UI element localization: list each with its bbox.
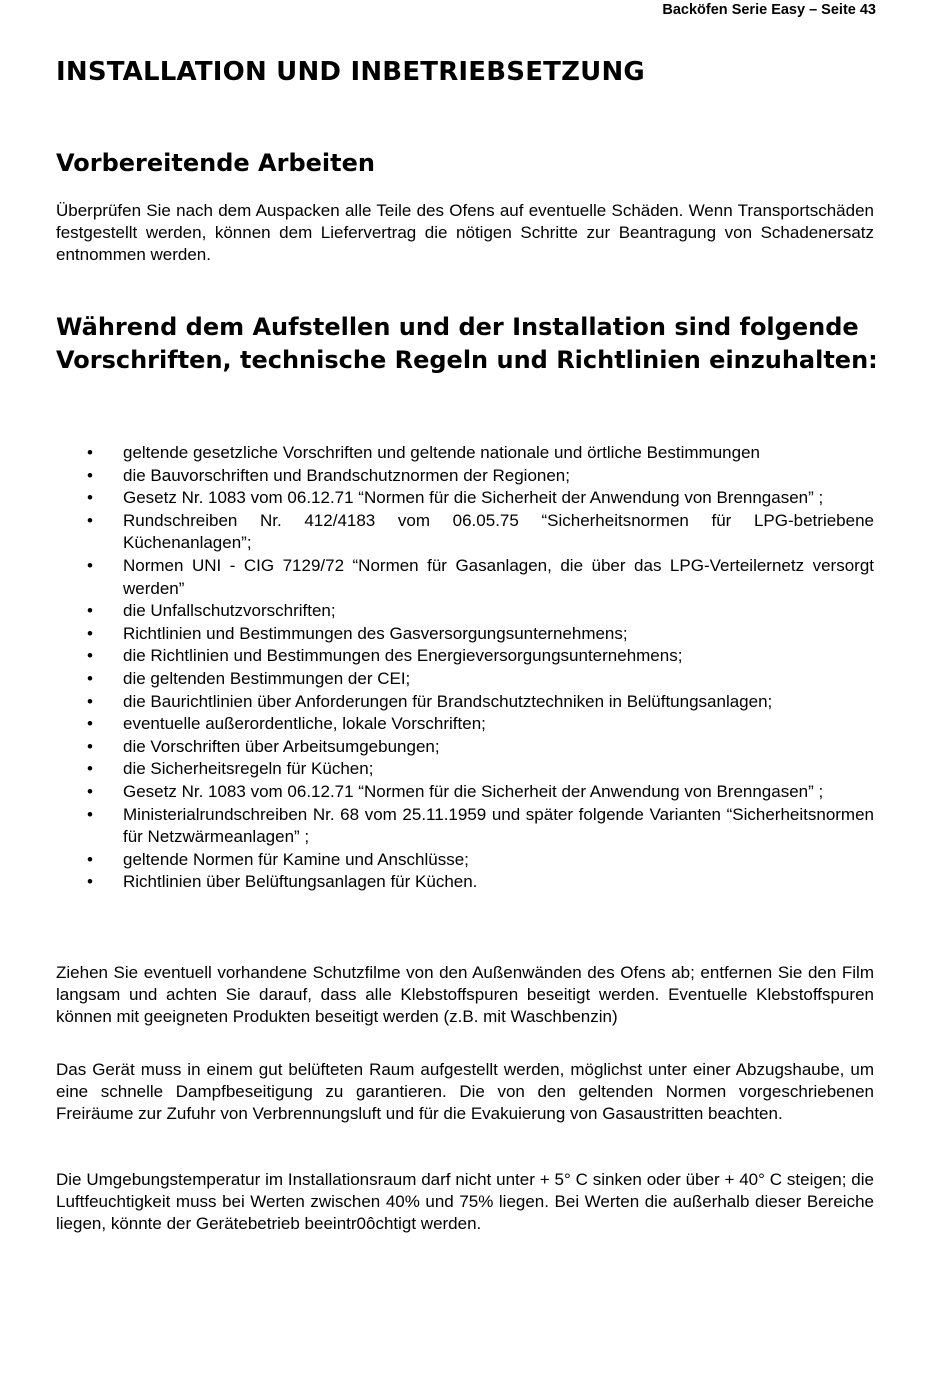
list-item-text: Rundschreiben Nr. 412/4183 vom 06.05.75 “Sicherheitsnormen für LPG-betriebene Küchenanlagen”; — [123, 510, 874, 553]
list-item — [56, 871, 874, 894]
ambient-conditions-paragraph: Die Umgebungstemperatur im Installationsraum darf nicht unter + 5° C sinken oder über + 40° C steigen; die Luftfeuchtigkeit muss bei Werten zwischen 40% und 75% liegen. Bei Werten die außerhalb dieser Bereiche liegen, könnte der Gerätebetrieb beeintr0ôchtigt werden. — [56, 1170, 874, 1233]
list-item — [56, 758, 874, 781]
list-item-text: die Vorschriften über Arbeitsumgebungen; — [123, 736, 440, 756]
list-item-text: Richtlinien und Bestimmungen des Gasversorgungsunternehmens; — [123, 623, 628, 643]
section-heading-preparation: Vorbereitende Arbeiten — [56, 149, 375, 177]
bullet-icon: • — [87, 668, 93, 688]
list-item — [56, 442, 874, 465]
list-item — [56, 623, 874, 646]
bullet-icon: • — [87, 736, 93, 756]
list-item-text: Gesetz Nr. 1083 vom 06.12.71 “Normen für die Sicherheit der Anwendung von Brenngasen” ; — [123, 488, 824, 508]
list-item-text: die Richtlinien und Bestimmungen des Energieversorgungsunternehmens; — [123, 646, 683, 666]
bullet-icon: • — [87, 646, 93, 666]
list-item — [56, 487, 874, 510]
list-item-text: eventuelle außerordentliche, lokale Vorschriften; — [123, 714, 486, 734]
bullet-icon: • — [87, 623, 93, 643]
list-item — [56, 465, 874, 488]
preparation-paragraph: Überprüfen Sie nach dem Auspacken alle Teile des Ofens auf eventuelle Schäden. Wenn Transportschäden festgestellt werden, können dem Liefervertrag die nötigen Schritte zur Beantragung von Schadenersatz entnommen werden. — [56, 201, 874, 264]
list-item — [56, 668, 874, 691]
list-item — [56, 691, 874, 714]
list-item — [56, 510, 874, 555]
list-item — [56, 555, 874, 600]
list-item — [56, 804, 874, 849]
list-item — [56, 713, 874, 736]
bullet-icon: • — [87, 714, 93, 734]
list-item — [56, 849, 874, 872]
list-item — [56, 600, 874, 623]
list-item-text: die Unfallschutzvorschriften; — [123, 601, 336, 621]
bullet-icon: • — [87, 691, 93, 711]
bullet-icon: • — [87, 849, 93, 869]
bullet-icon: • — [87, 601, 93, 621]
list-item — [56, 736, 874, 759]
bullet-icon: • — [87, 759, 93, 779]
running-header: Backöfen Serie Easy – Seite 43 — [662, 2, 876, 18]
regulations-list — [56, 442, 874, 894]
list-item — [56, 645, 874, 668]
list-item-text: die Sicherheitsregeln für Küchen; — [123, 759, 374, 779]
list-item-text: die geltenden Bestimmungen der CEI; — [123, 668, 411, 688]
list-item-text: Richtlinien über Belüftungsanlagen für Küchen. — [123, 872, 478, 892]
bullet-icon: • — [87, 510, 93, 530]
bullet-icon: • — [87, 781, 93, 801]
section-heading-regulations: Während dem Aufstellen und der Installation sind folgende Vorschriften, technische Regeln und Richtlinien einzuhalten: — [56, 313, 878, 374]
bullet-icon: • — [87, 465, 93, 485]
bullet-icon: • — [87, 555, 93, 575]
list-item-text: geltende Normen für Kamine und Anschlüsse; — [123, 849, 469, 869]
bullet-icon: • — [87, 872, 93, 892]
ventilation-paragraph: Das Gerät muss in einem gut belüfteten Raum aufgestellt werden, möglichst unter einer Abzugshaube, um eine schnelle Dampfbeseitigung zu garantieren. Die von den geltenden Normen vorgeschriebenen Freiräume zur Zufuhr von Verbrennungsluft und für die Evakuierung von Gasaustritten beachten. — [56, 1060, 874, 1123]
list-item-text: die Bauvorschriften und Brandschutznormen der Regionen; — [123, 465, 570, 485]
list-item-text: Normen UNI - CIG 7129/72 “Normen für Gasanlagen, die über das LPG-Verteilernetz versorgt werden” — [123, 555, 874, 598]
list-item — [56, 781, 874, 804]
list-item-text: die Baurichtlinien über Anforderungen für Brandschutztechniken in Belüftungsanlagen; — [123, 691, 773, 711]
bullet-icon: • — [87, 488, 93, 508]
bullet-icon: • — [87, 443, 93, 462]
protective-film-paragraph: Ziehen Sie eventuell vorhandene Schutzfilme von den Außenwänden des Ofens ab; entfernen Sie den Film langsam und achten Sie darauf, dass alle Klebstoffspuren beseitigt werden. Eventuelle Klebstoffspuren können mit geeigneten Produkten beseitigt werden (z.B. mit Waschbenzin) — [56, 963, 874, 1026]
page-title: INSTALLATION UND INBETRIEBSETZUNG — [56, 57, 645, 87]
bullet-icon: • — [87, 804, 93, 824]
list-item-text: Gesetz Nr. 1083 vom 06.12.71 “Normen für die Sicherheit der Anwendung von Brenngasen” ; — [123, 781, 824, 801]
list-item-text: Ministerialrundschreiben Nr. 68 vom 25.11.1959 und später folgende Varianten “Sicherheitsnormen für Netzwärmeanlagen” ; — [123, 804, 874, 847]
list-item-text: geltende gesetzliche Vorschriften und geltende nationale und örtliche Bestimmungen — [123, 443, 760, 462]
